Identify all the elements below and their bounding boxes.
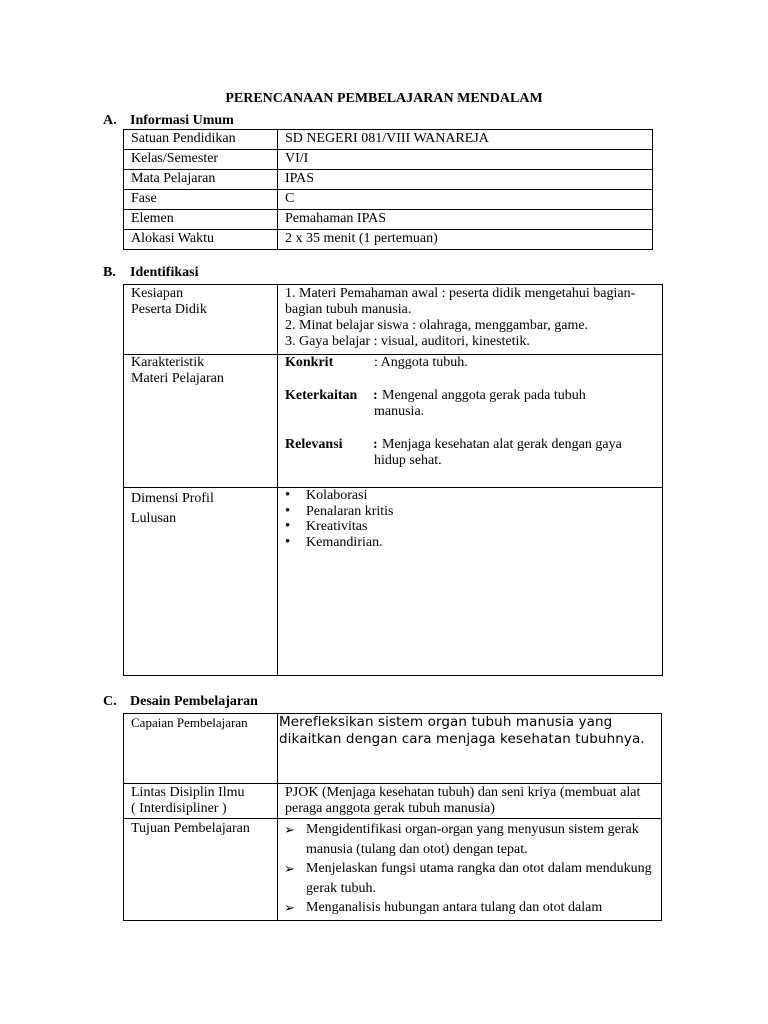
table-row xyxy=(124,190,653,210)
arrow-bullet-icon: ➢ xyxy=(284,861,295,876)
table-row xyxy=(124,170,653,190)
table-row xyxy=(124,130,653,150)
konkrit-key: Konkrit xyxy=(285,355,334,370)
list-item xyxy=(278,859,657,898)
table-row xyxy=(124,230,653,250)
karakteristik-label xyxy=(124,355,278,488)
section-a-heading xyxy=(103,113,234,129)
table-row xyxy=(124,355,663,488)
row-value: IPAS xyxy=(278,170,653,190)
kesiapan-label-line1: Kesiapan xyxy=(131,286,184,301)
section-b-letter: B. xyxy=(103,265,116,280)
table-row xyxy=(124,285,663,355)
list-item: • Kemandirian. xyxy=(278,535,662,551)
kesiapan-item: 2. Minat belajar siswa : olahraga, menggambar, game. xyxy=(285,318,589,333)
dimensi-content xyxy=(278,488,663,676)
lintas-label xyxy=(124,784,278,819)
row-value: VI/I xyxy=(278,150,653,170)
table-row xyxy=(124,819,662,921)
lintas-label-line1: Lintas Disiplin Ilmu xyxy=(131,785,245,800)
tujuan-label: Tujuan Pembelajaran xyxy=(124,819,278,921)
list-item: • Kreativitas xyxy=(278,519,662,535)
document-title: PERENCANAAN PEMBELAJARAN MENDALAM xyxy=(225,91,543,106)
dimensi-label-line1: Dimensi Profil xyxy=(131,491,214,506)
keterkaitan-colon: : xyxy=(373,388,378,403)
relevansi-colon: : xyxy=(373,437,378,452)
kesiapan-label xyxy=(124,285,278,355)
table-row xyxy=(124,150,653,170)
row-value: SD NEGERI 081/VIII WANAREJA xyxy=(278,130,653,150)
row-label: Alokasi Waktu xyxy=(124,230,278,250)
tujuan-item: Menganalisis hubungan antara tulang dan otot dalam xyxy=(306,900,603,915)
karakteristik-content xyxy=(278,355,663,488)
row-value: 2 x 35 menit (1 pertemuan) xyxy=(278,230,653,250)
desain-pembelajaran-table xyxy=(123,713,662,921)
informasi-umum-table xyxy=(123,129,653,250)
section-a-title: Informasi Umum xyxy=(130,113,234,128)
relevansi-value: Menjaga kesehatan alat gerak dengan gaya hidup sehat. xyxy=(374,437,622,468)
dimensi-list xyxy=(278,488,662,550)
tujuan-item: Menjelaskan fungsi utama rangka dan otot dalam mendukung gerak tubuh. xyxy=(306,861,652,896)
section-b-title: Identifikasi xyxy=(130,265,199,280)
row-value: C xyxy=(278,190,653,210)
row-label: Satuan Pendidikan xyxy=(124,130,278,150)
row-label: Mata Pelajaran xyxy=(124,170,278,190)
keterkaitan-row xyxy=(285,388,662,420)
table-row xyxy=(124,784,662,819)
tujuan-content xyxy=(278,819,662,921)
capaian-value: Merefleksikan sistem organ tubuh manusia yang dikaitkan dengan cara menjaga kesehatan tubuhnya. xyxy=(278,714,662,784)
keterkaitan-value: Mengenal anggota gerak pada tubuh manusia. xyxy=(374,388,586,419)
section-b-heading xyxy=(103,265,198,281)
row-label: Fase xyxy=(124,190,278,210)
row-label: Elemen xyxy=(124,210,278,230)
table-row xyxy=(124,488,663,676)
kesiapan-content xyxy=(278,285,663,355)
keterkaitan-key: Keterkaitan xyxy=(285,388,358,403)
karakteristik-label-line2: Materi Pelajaran xyxy=(131,371,224,386)
konkrit-row xyxy=(285,355,662,371)
dimensi-label xyxy=(124,488,278,676)
identifikasi-table xyxy=(123,284,663,676)
row-value: Pemahaman IPAS xyxy=(278,210,653,230)
relevansi-key: Relevansi xyxy=(285,437,343,452)
lintas-label-line2: ( Interdisipliner ) xyxy=(131,801,227,816)
lintas-value: PJOK (Menjaga kesehatan tubuh) dan seni kriya (membuat alat peraga anggota gerak tubuh manusia) xyxy=(278,784,662,819)
section-c-title: Desain Pembelajaran xyxy=(130,694,258,709)
section-c-letter: C. xyxy=(103,694,117,709)
table-row xyxy=(124,714,662,784)
row-label: Kelas/Semester xyxy=(124,150,278,170)
tujuan-list xyxy=(278,820,657,918)
list-item xyxy=(278,898,657,918)
kesiapan-item: 3. Gaya belajar : visual, auditori, kinestetik. xyxy=(285,334,530,349)
arrow-bullet-icon: ➢ xyxy=(284,822,295,837)
section-c-heading xyxy=(103,694,258,710)
konkrit-value: : Anggota tubuh. xyxy=(374,355,468,370)
section-a-letter: A. xyxy=(103,113,117,128)
list-item xyxy=(278,820,657,859)
relevansi-row xyxy=(285,437,662,469)
arrow-bullet-icon: ➢ xyxy=(284,900,295,915)
tujuan-item: Mengidentifikasi organ-organ yang menyusun sistem gerak manusia (tulang dan otot) dengan tepat. xyxy=(306,822,639,857)
kesiapan-label-line2: Peserta Didik xyxy=(131,302,207,317)
dimensi-label-line2: Lulusan xyxy=(131,511,177,526)
list-item: • Penalaran kritis xyxy=(278,504,662,520)
karakteristik-label-line1: Karakteristik xyxy=(131,355,205,370)
kesiapan-item: 1. Materi Pemahaman awal : peserta didik mengetahui bagian-bagian tubuh manusia. xyxy=(285,286,636,317)
table-row xyxy=(124,210,653,230)
list-item: • Kolaborasi xyxy=(278,488,662,504)
capaian-label: Capaian Pembelajaran xyxy=(124,714,278,784)
